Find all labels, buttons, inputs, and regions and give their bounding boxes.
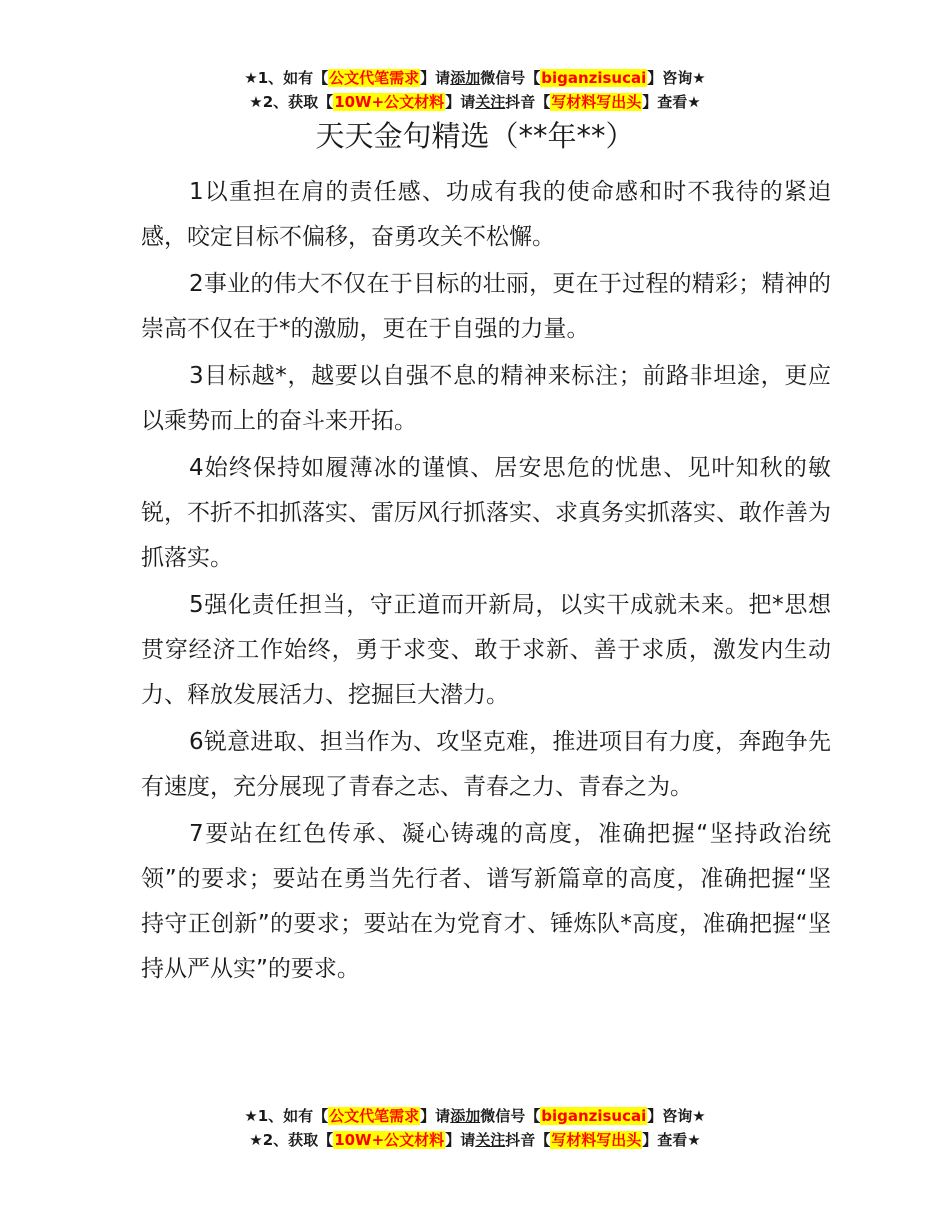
banner-text: 】请 — [420, 1107, 451, 1125]
banner-text: ★2、获取【 — [249, 1131, 334, 1149]
paragraph: 1以重担在肩的责任感、功成有我的使命感和时不我待的紧迫感，咬定目标不偏移，奋勇攻关不松懈。 — [141, 179, 831, 250]
banner-text: 】查看★ — [642, 93, 701, 111]
paragraph: 4始终保持如履薄冰的谨慎、居安思危的忧患、见叶知秋的敏锐，不折不扣抓落实、雷厉风行抓落实、求真务实抓落实、敢作善为抓落实。 — [141, 455, 831, 571]
footer-banner — [0, 1104, 950, 1152]
banner-underlined: 关注 — [475, 93, 506, 111]
banner-text: ★2、获取【 — [249, 93, 334, 111]
banner-highlight: 写材料写出头 — [551, 1131, 642, 1149]
banner-line-1 — [0, 66, 950, 90]
banner-line-1 — [0, 1104, 950, 1128]
banner-line-2 — [0, 90, 950, 114]
banner-underlined: 关注 — [475, 1131, 506, 1149]
banner-text: 微信号【 — [480, 69, 541, 87]
banner-highlight: 10W+公文材料 — [334, 93, 445, 111]
banner-highlight: 公文代笔需求 — [329, 1107, 420, 1125]
banner-highlight: 写材料写出头 — [551, 93, 642, 111]
banner-text: 抖音【 — [505, 1131, 551, 1149]
banner-highlight: biganzisucai — [541, 69, 647, 87]
paragraph: 2事业的伟大不仅在于目标的壮丽，更在于过程的精彩；精神的崇高不仅在于*的激励，更在于自强的力量。 — [141, 271, 831, 342]
banner-text: 】咨询★ — [647, 1107, 706, 1125]
paragraph: 7要站在红色传承、凝心铸魂的高度，准确把握“坚持政治统领”的要求；要站在勇当先行者、谱写新篇章的高度，准确把握“坚持守正创新”的要求；要站在为党育才、锤炼队*高度，准确把握“坚持从严从实”的要求。 — [141, 821, 831, 982]
banner-text: 】请 — [445, 93, 476, 111]
banner-text: ★1、如有【 — [244, 69, 329, 87]
banner-line-2 — [0, 1128, 950, 1152]
banner-underlined: 添加 — [450, 69, 481, 87]
document-body — [141, 170, 831, 994]
paragraph: 3目标越*，越要以自强不息的精神来标注；前路非坦途，更应以乘势而上的奋斗来开拓。 — [141, 363, 831, 434]
banner-highlight: biganzisucai — [541, 1107, 647, 1125]
banner-text: 】查看★ — [642, 1131, 701, 1149]
banner-highlight: 10W+公文材料 — [334, 1131, 445, 1149]
page-title: 天天金句精选（**年**） — [315, 119, 635, 153]
banner-text: 】咨询★ — [647, 69, 706, 87]
banner-text: ★1、如有【 — [244, 1107, 329, 1125]
banner-text: 微信号【 — [480, 1107, 541, 1125]
banner-underlined: 添加 — [450, 1107, 481, 1125]
paragraph: 5强化责任担当，守正道而开新局，以实干成就未来。把*思想贯穿经济工作始终，勇于求变、敢于求新、善于求质，激发内生动力、释放发展活力、挖掘巨大潜力。 — [141, 592, 831, 708]
paragraph: 6锐意进取、担当作为、攻坚克难，推进项目有力度，奔跑争先有速度，充分展现了青春之志、青春之力、青春之为。 — [141, 729, 831, 800]
header-banner — [0, 66, 950, 114]
banner-highlight: 公文代笔需求 — [329, 69, 420, 87]
banner-text: 】请 — [420, 69, 451, 87]
banner-text: 】请 — [445, 1131, 476, 1149]
banner-text: 抖音【 — [505, 93, 551, 111]
